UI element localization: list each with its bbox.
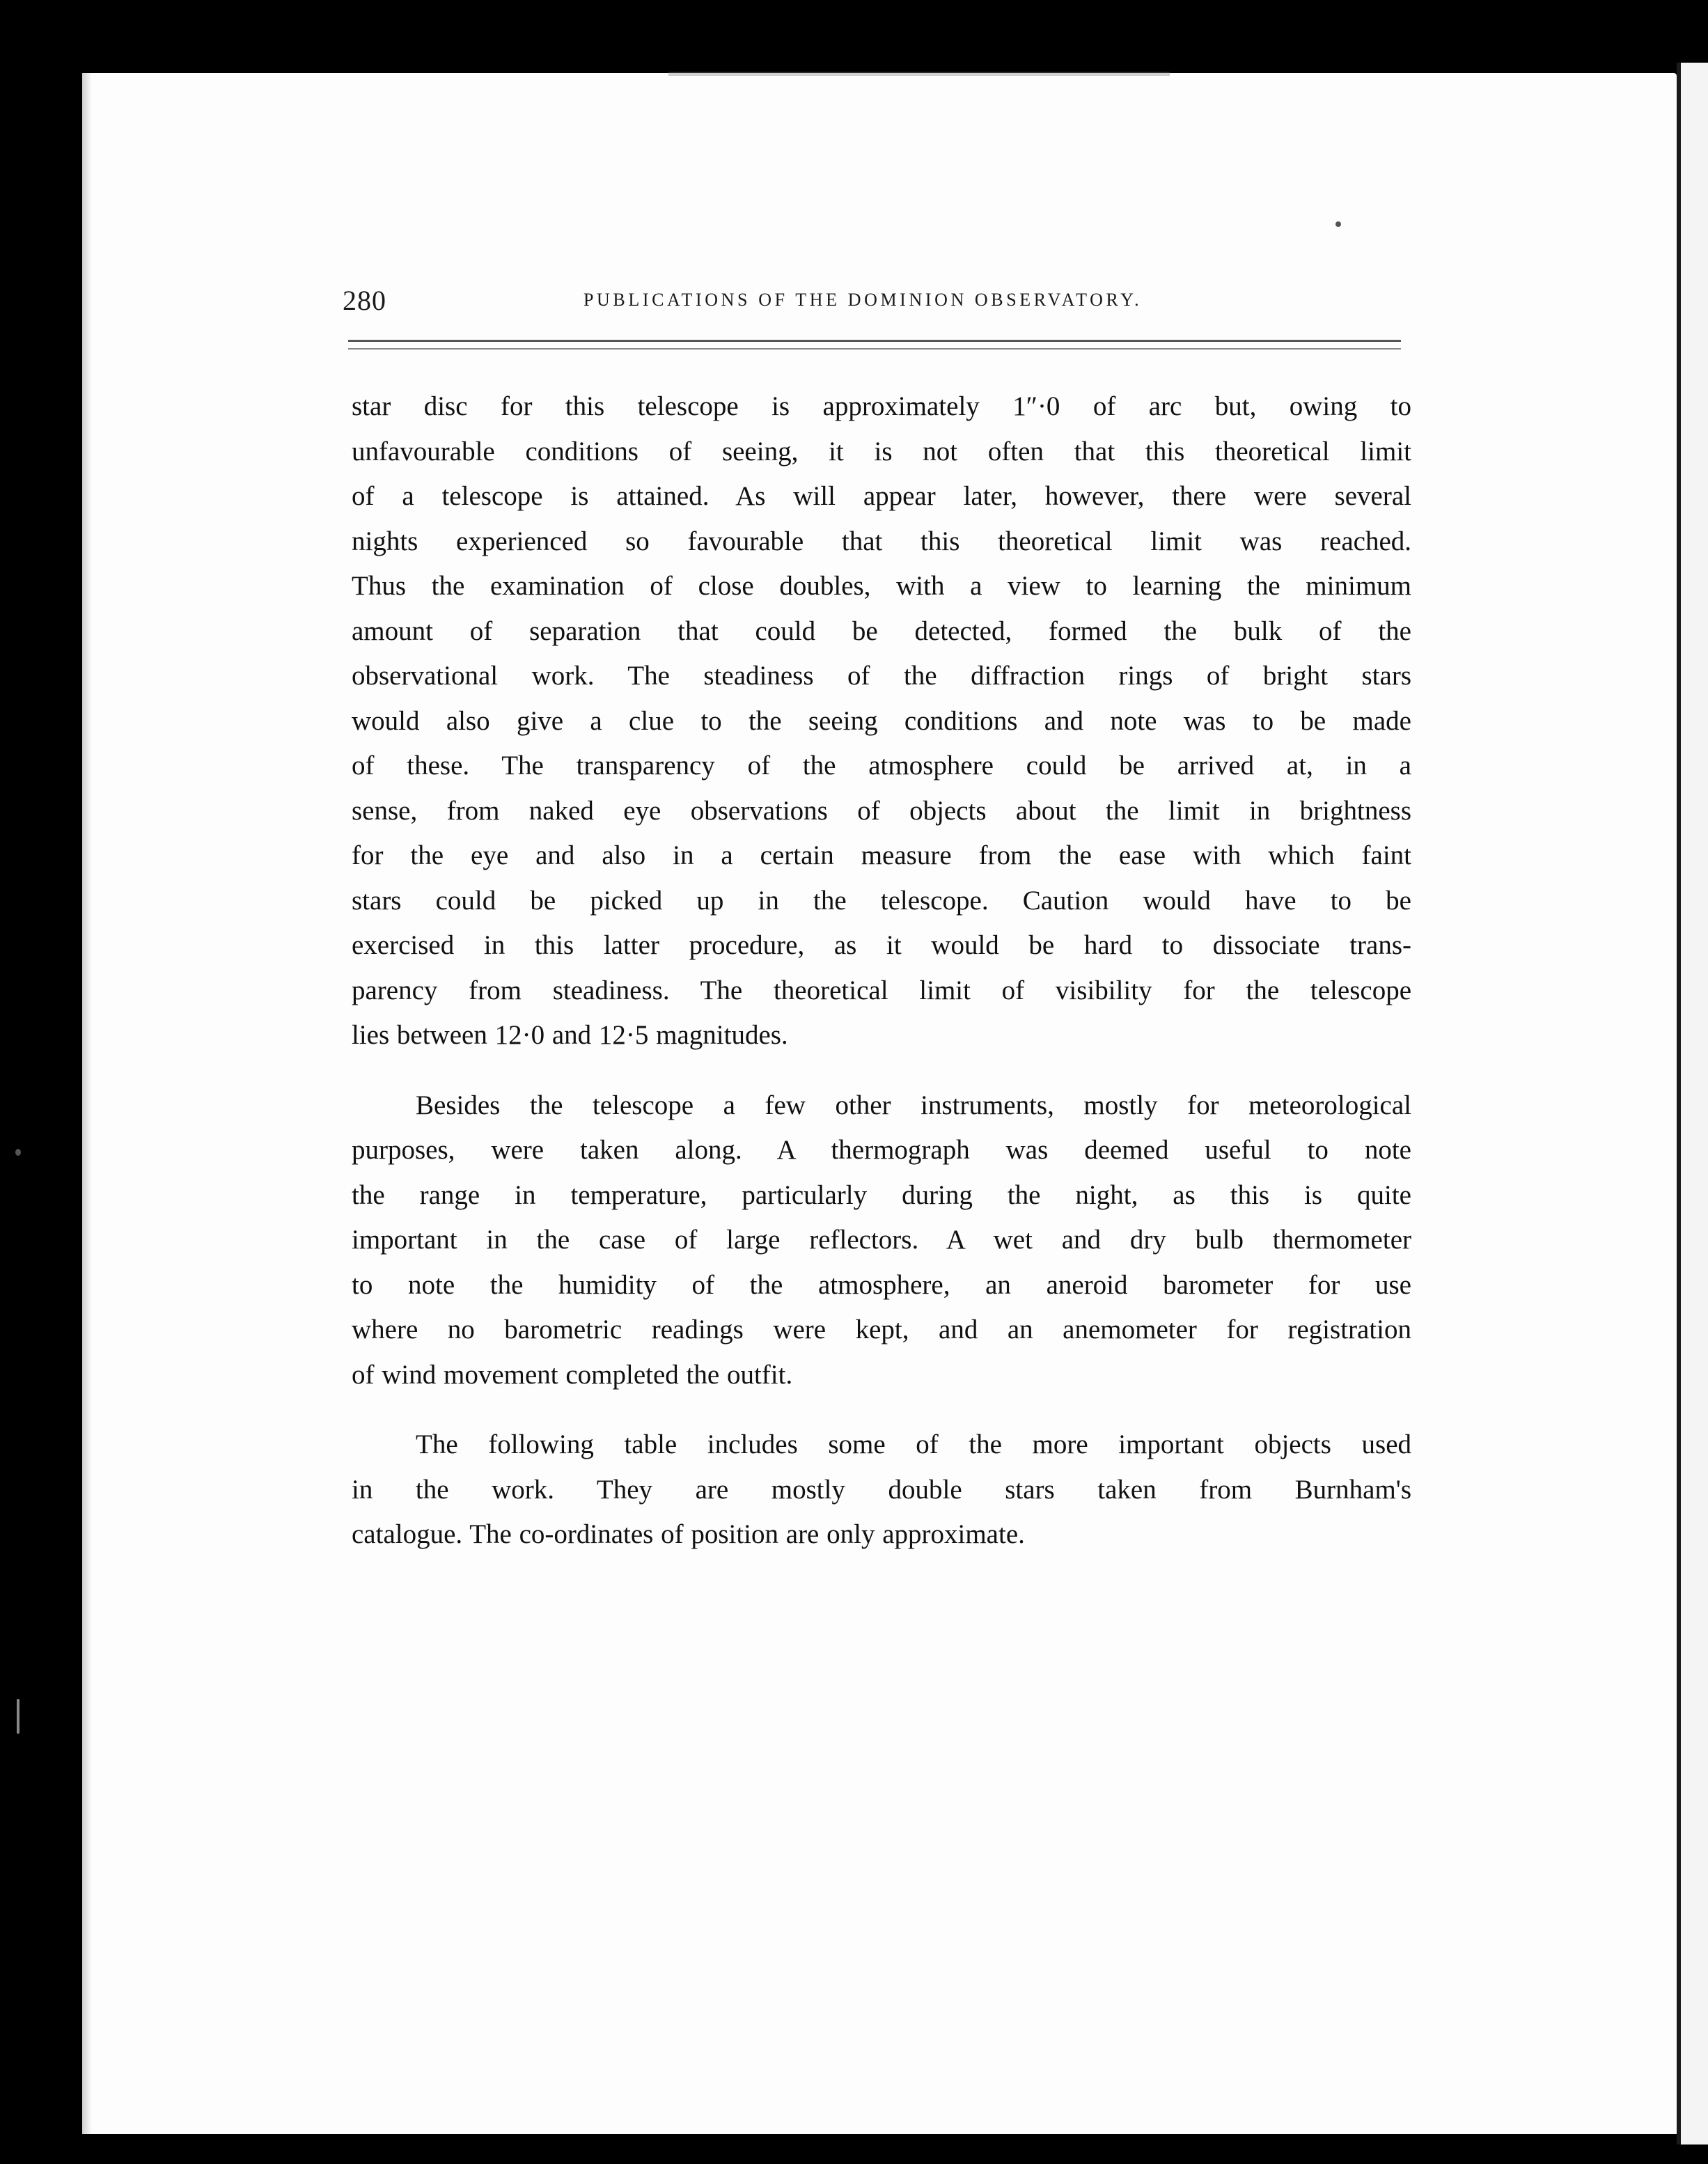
header-rule	[348, 340, 1401, 342]
text-line: Besides the telescope a few other instruments, mostly for meteorological	[416, 1090, 1411, 1120]
text-line: of a telescope is attained. As will appear later, however, there were several	[352, 481, 1411, 511]
text-line: would also give a clue to the seeing conditions and note was to be made	[352, 705, 1411, 736]
text-line: amount of separation that could be detected, formed the bulk of the	[352, 616, 1411, 646]
text-line: catalogue. The co-ordinates of position are only approximate.	[352, 1519, 1025, 1549]
text-line: unfavourable conditions of seeing, it is not often that this theoretical limit	[352, 436, 1411, 466]
text-line: where no barometric readings were kept, and an anemometer for registration	[352, 1315, 1411, 1344]
text-line: nights experienced so favourable that this theoretical limit was reached.	[352, 526, 1411, 556]
text-line: purposes, were taken along. A thermograph was deemed useful to note	[352, 1135, 1411, 1165]
page-edge-shadow	[82, 73, 92, 2134]
paragraph-2	[352, 1083, 1411, 1398]
scan-speck	[17, 1699, 19, 1734]
header-rule-thin	[348, 348, 1401, 350]
text-line: exercised in this latter procedure, as it would be hard to dissociate trans-	[352, 930, 1411, 960]
text-line: lies between 12·0 and 12·5 magnitudes.	[352, 1020, 788, 1050]
text-line: star disc for this telescope is approximately 1″·0 of arc but, owing to	[352, 391, 1411, 421]
text-line: parency from steadiness. The theoretical limit of visibility for the telescope	[352, 975, 1411, 1005]
body-text	[352, 384, 1411, 1558]
text-line: the range in temperature, particularly during the night, as this is quite	[352, 1179, 1411, 1210]
text-line: stars could be picked up in the telescope. Caution would have to be	[352, 885, 1411, 916]
page-number: 280	[343, 285, 386, 316]
scan-speck	[1335, 221, 1341, 227]
paragraph-3	[352, 1422, 1411, 1558]
text-line: in the work. They are mostly double stars taken from Burnham's	[352, 1474, 1411, 1505]
text-line: of these. The transparency of the atmosphere could be arrived at, in a	[352, 751, 1411, 781]
text-line: observational work. The steadiness of the diffraction rings of bright stars	[352, 661, 1411, 691]
paragraph-1	[352, 384, 1411, 1058]
next-page-edge	[1677, 63, 1708, 2145]
scan-shadow	[668, 72, 1170, 76]
text-line: of wind movement completed the outfit.	[352, 1359, 793, 1390]
text-line: The following table includes some of the more important objects used	[416, 1429, 1411, 1459]
text-line: Thus the examination of close doubles, with a view to learning the minimum	[352, 571, 1411, 601]
text-line: to note the humidity of the atmosphere, an aneroid barometer for use	[352, 1269, 1411, 1300]
scan-speck	[15, 1149, 21, 1156]
text-line: sense, from naked eye observations of objects about the limit in brightness	[352, 795, 1411, 826]
running-head	[343, 284, 1401, 319]
running-title: PUBLICATIONS OF THE DOMINION OBSERVATORY.	[583, 290, 1143, 310]
text-line: for the eye and also in a certain measure from the ease with which faint	[352, 840, 1411, 870]
text-line: important in the case of large reflectors. A wet and dry bulb thermometer	[352, 1225, 1411, 1255]
